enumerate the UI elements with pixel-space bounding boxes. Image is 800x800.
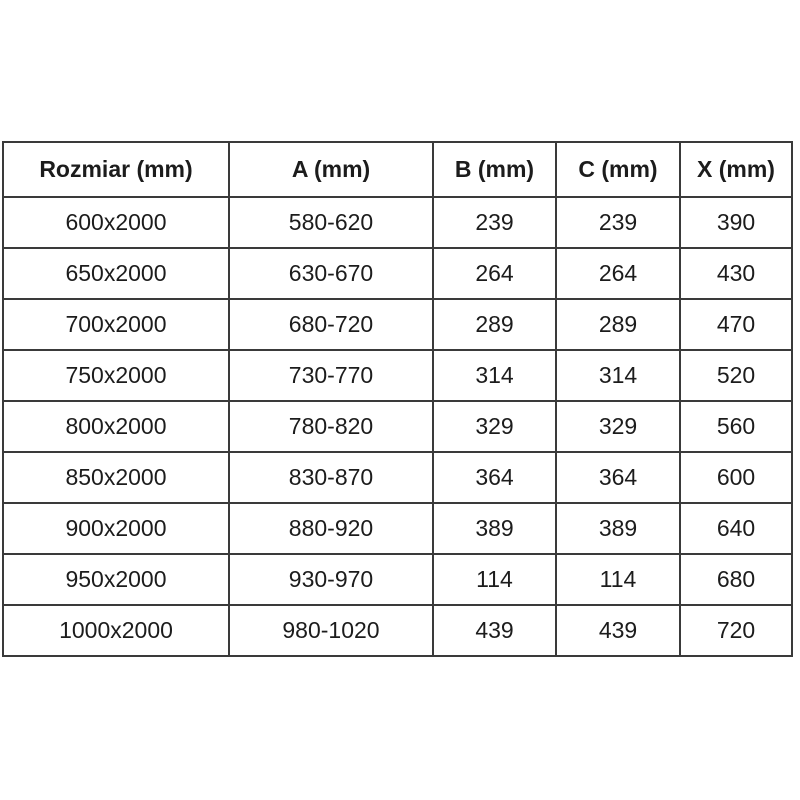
table-cell: 900x2000	[3, 503, 229, 554]
table-cell: 600	[680, 452, 792, 503]
column-header: Rozmiar (mm)	[3, 142, 229, 197]
table-cell: 560	[680, 401, 792, 452]
table-cell: 239	[433, 197, 556, 248]
table-cell: 800x2000	[3, 401, 229, 452]
table-cell: 680	[680, 554, 792, 605]
table-cell: 389	[433, 503, 556, 554]
table-cell: 930-970	[229, 554, 433, 605]
table-cell: 390	[680, 197, 792, 248]
table-cell: 264	[556, 248, 680, 299]
table-cell: 289	[433, 299, 556, 350]
table-cell: 780-820	[229, 401, 433, 452]
table-cell: 364	[556, 452, 680, 503]
table-cell: 580-620	[229, 197, 433, 248]
table-cell: 314	[556, 350, 680, 401]
table-cell: 950x2000	[3, 554, 229, 605]
table-cell: 329	[433, 401, 556, 452]
table-cell: 750x2000	[3, 350, 229, 401]
table-cell: 880-920	[229, 503, 433, 554]
table-cell: 980-1020	[229, 605, 433, 656]
table-cell: 114	[433, 554, 556, 605]
table-cell: 640	[680, 503, 792, 554]
header-row	[3, 142, 792, 197]
table-cell: 470	[680, 299, 792, 350]
column-header: C (mm)	[556, 142, 680, 197]
table-cell: 289	[556, 299, 680, 350]
table-body	[3, 197, 792, 656]
table-row	[3, 605, 792, 656]
table-cell: 730-770	[229, 350, 433, 401]
table-cell: 520	[680, 350, 792, 401]
table-row	[3, 401, 792, 452]
table-cell: 680-720	[229, 299, 433, 350]
table-row	[3, 197, 792, 248]
column-header: A (mm)	[229, 142, 433, 197]
table-cell: 830-870	[229, 452, 433, 503]
column-header: X (mm)	[680, 142, 792, 197]
table-cell: 364	[433, 452, 556, 503]
table-row	[3, 299, 792, 350]
table-cell: 630-670	[229, 248, 433, 299]
table-cell: 700x2000	[3, 299, 229, 350]
table-row	[3, 452, 792, 503]
size-table-container	[2, 141, 791, 657]
table-head	[3, 142, 792, 197]
table-cell: 314	[433, 350, 556, 401]
table-cell: 439	[433, 605, 556, 656]
table-cell: 850x2000	[3, 452, 229, 503]
column-header: B (mm)	[433, 142, 556, 197]
table-cell: 430	[680, 248, 792, 299]
table-cell: 439	[556, 605, 680, 656]
table-cell: 600x2000	[3, 197, 229, 248]
table-cell: 114	[556, 554, 680, 605]
table-row	[3, 554, 792, 605]
table-cell: 239	[556, 197, 680, 248]
table-row	[3, 503, 792, 554]
table-cell: 650x2000	[3, 248, 229, 299]
table-cell: 264	[433, 248, 556, 299]
table-cell: 1000x2000	[3, 605, 229, 656]
table-cell: 720	[680, 605, 792, 656]
size-table	[2, 141, 793, 657]
table-row	[3, 350, 792, 401]
table-cell: 329	[556, 401, 680, 452]
table-row	[3, 248, 792, 299]
table-cell: 389	[556, 503, 680, 554]
